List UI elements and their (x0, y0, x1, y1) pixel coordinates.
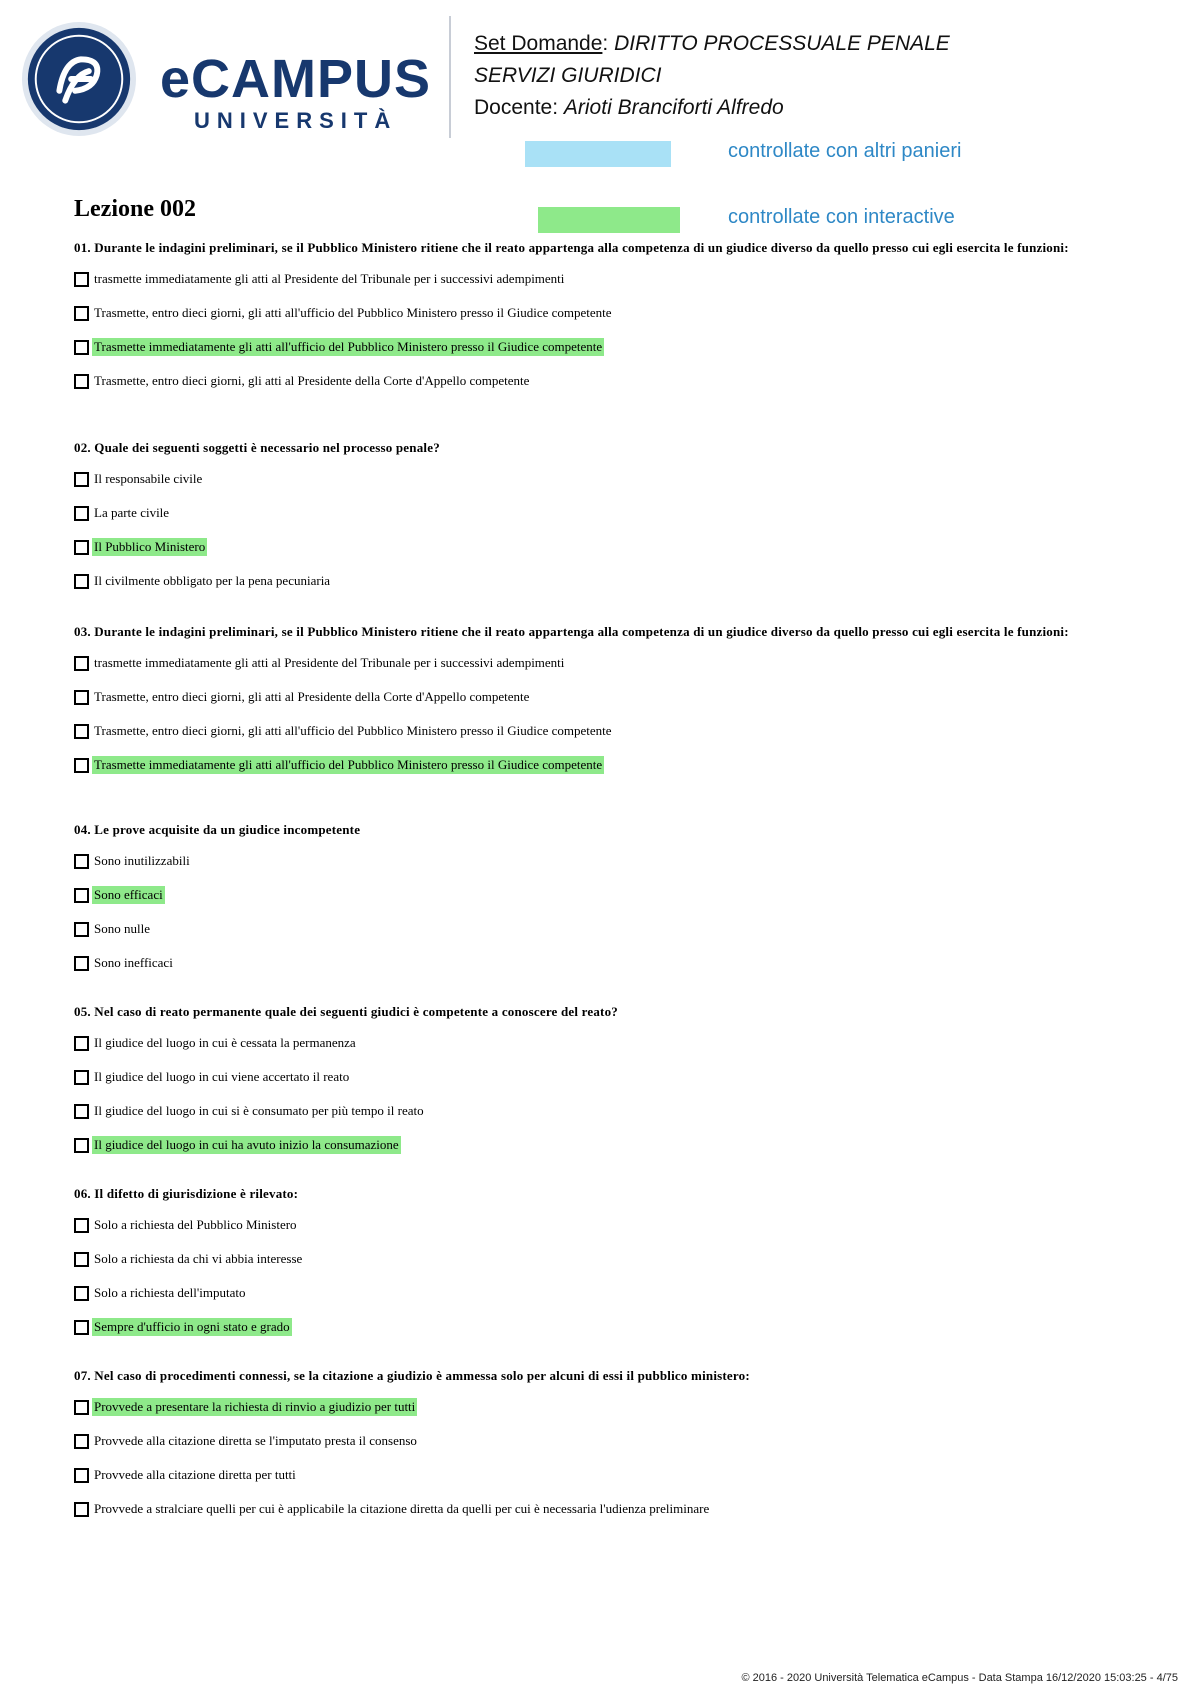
answer-text: Solo a richiesta da chi vi abbia interesse (94, 1251, 303, 1266)
checkbox-icon[interactable] (74, 574, 89, 589)
answer-text: Il giudice del luogo in cui si è consumato per più tempo il reato (94, 1103, 424, 1118)
checkbox-icon[interactable] (74, 1070, 89, 1085)
answer-text: trasmette immediatamente gli atti al Presidente del Tribunale per i successivi adempimenti (94, 655, 565, 670)
ecampus-seal-logo (20, 20, 138, 138)
teacher-value: Arioti Branciforti Alfredo (563, 96, 784, 119)
answer-option[interactable] (74, 1317, 1094, 1337)
question-block (74, 440, 1094, 591)
set-value: DIRITTO PROCESSUALE PENALE (614, 32, 950, 55)
answer-option[interactable] (74, 885, 1094, 905)
answer-option[interactable] (74, 653, 1094, 673)
answer-option[interactable] (74, 919, 1094, 939)
checkbox-icon[interactable] (74, 922, 89, 937)
answer-option[interactable] (74, 537, 1094, 557)
set-line: Set Domande: DIRITTO PROCESSUALE PENALE (474, 32, 950, 55)
checkbox-icon[interactable] (74, 758, 89, 773)
checkbox-icon[interactable] (74, 956, 89, 971)
question-text: 02. Quale dei seguenti soggetti è necessario nel processo penale? (74, 440, 440, 455)
checkbox-icon[interactable] (74, 306, 89, 321)
brand-name: eCAMPUS (160, 49, 432, 109)
ecampus-wordmark (160, 49, 432, 134)
checkbox-icon[interactable] (74, 1286, 89, 1301)
answer-option[interactable] (74, 469, 1094, 489)
checkbox-icon[interactable] (74, 1138, 89, 1153)
checkbox-icon[interactable] (74, 272, 89, 287)
answer-option[interactable] (74, 755, 1094, 775)
answer-option[interactable] (74, 1249, 1094, 1269)
checkbox-icon[interactable] (74, 374, 89, 389)
answer-text: Solo a richiesta del Pubblico Ministero (94, 1217, 297, 1232)
answer-text: Provvede alla citazione diretta se l'imputato presta il consenso (94, 1433, 417, 1448)
question-block (74, 624, 1094, 775)
set-line-2 (474, 60, 950, 92)
checkbox-icon[interactable] (74, 854, 89, 869)
answer-text: La parte civile (94, 505, 170, 520)
legend-label-green: controllate con interactive (728, 206, 955, 228)
document-header (0, 0, 1200, 150)
answer-option[interactable] (74, 1101, 1094, 1121)
answer-option[interactable] (74, 1431, 1094, 1451)
set-label: Set Domande (474, 32, 603, 55)
brand-subtitle: UNIVERSITÀ (194, 108, 398, 133)
answer-option[interactable] (74, 1499, 1094, 1519)
checkbox-icon[interactable] (74, 1468, 89, 1483)
checkbox-icon[interactable] (74, 472, 89, 487)
answer-text: Trasmette immediatamente gli atti all'ufficio del Pubblico Ministero presso il Giudice competente (94, 757, 603, 772)
checkbox-icon[interactable] (74, 506, 89, 521)
answer-option[interactable] (74, 1033, 1094, 1053)
answer-option[interactable] (74, 371, 1094, 391)
answer-option[interactable] (74, 1465, 1094, 1485)
checkbox-icon[interactable] (74, 1252, 89, 1267)
checkbox-icon[interactable] (74, 1320, 89, 1335)
question-block (74, 1004, 1094, 1155)
answer-option[interactable] (74, 1135, 1094, 1155)
checkbox-icon[interactable] (74, 1502, 89, 1517)
checkbox-icon[interactable] (74, 1434, 89, 1449)
answer-text: Il Pubblico Ministero (94, 539, 206, 554)
checkbox-icon[interactable] (74, 1218, 89, 1233)
question-block (74, 1186, 1094, 1337)
answer-option[interactable] (74, 851, 1094, 871)
course-meta (474, 28, 950, 124)
checkbox-icon[interactable] (74, 1104, 89, 1119)
answer-text: Trasmette, entro dieci giorni, gli atti all'ufficio del Pubblico Ministero presso il Giudice competente (94, 305, 612, 320)
legend-label-blue: controllate con altri panieri (728, 140, 962, 162)
question-block (74, 1368, 1094, 1519)
answer-text: Il responsabile civile (94, 471, 203, 486)
answer-option[interactable] (74, 1215, 1094, 1235)
answer-text: Il giudice del luogo in cui è cessata la permanenza (94, 1035, 356, 1050)
answer-text: Sono inutilizzabili (94, 853, 190, 868)
lesson-title: Lezione 002 (74, 196, 196, 222)
answer-text: Provvede alla citazione diretta per tutti (94, 1467, 296, 1482)
answer-option[interactable] (74, 721, 1094, 741)
answer-option[interactable] (74, 337, 1094, 357)
answer-text: Il giudice del luogo in cui viene accertato il reato (94, 1069, 350, 1084)
checkbox-icon[interactable] (74, 656, 89, 671)
teacher-line: Docente: Arioti Branciforti Alfredo (474, 96, 784, 119)
question-text: 06. Il difetto di giurisdizione è rilevato: (74, 1186, 299, 1201)
answer-option[interactable] (74, 1067, 1094, 1087)
header-divider (449, 16, 451, 138)
legend-swatch-green (538, 207, 680, 233)
answer-option[interactable] (74, 1283, 1094, 1303)
answer-text: Trasmette, entro dieci giorni, gli atti al Presidente della Corte d'Appello competente (94, 373, 530, 388)
set-value-2: SERVIZI GIURIDICI (474, 64, 662, 87)
answer-text: Sono efficaci (94, 887, 163, 902)
answer-option[interactable] (74, 687, 1094, 707)
answer-option[interactable] (74, 1397, 1094, 1417)
answer-option[interactable] (74, 269, 1094, 289)
answer-option[interactable] (74, 571, 1094, 591)
answer-text: Sono nulle (94, 921, 150, 936)
answer-text: Il giudice del luogo in cui ha avuto inizio la consumazione (94, 1137, 399, 1152)
question-block (74, 822, 1094, 973)
answer-text: Trasmette, entro dieci giorni, gli atti all'ufficio del Pubblico Ministero presso il Giudice competente (94, 723, 612, 738)
answer-text: Provvede a stralciare quelli per cui è applicabile la citazione diretta da quelli per cui è necessaria l'udienza preliminare (94, 1501, 710, 1516)
answer-text: Solo a richiesta dell'imputato (94, 1285, 246, 1300)
checkbox-icon[interactable] (74, 540, 89, 555)
question-text: 07. Nel caso di procedimenti connessi, se la citazione a giudizio è ammessa solo per alcuni di essi il pubblico ministero: (74, 1368, 750, 1383)
answer-text: Sempre d'ufficio in ogni stato e grado (94, 1319, 290, 1334)
question-text: 01. Durante le indagini preliminari, se il Pubblico Ministero ritiene che il reato appartenga alla competenza di un giudice diverso da quello presso cui egli esercita le funzioni: (74, 240, 1069, 255)
answer-text: trasmette immediatamente gli atti al Presidente del Tribunale per i successivi adempimenti (94, 271, 565, 286)
checkbox-icon[interactable] (74, 690, 89, 705)
answer-text: Trasmette immediatamente gli atti all'ufficio del Pubblico Ministero presso il Giudice competente (94, 339, 603, 354)
checkbox-icon[interactable] (74, 340, 89, 355)
checkbox-icon[interactable] (74, 888, 89, 903)
checkbox-icon[interactable] (74, 1400, 89, 1415)
question-text: 05. Nel caso di reato permanente quale dei seguenti giudici è competente a conoscere del reato? (74, 1004, 618, 1019)
checkbox-icon[interactable] (74, 1036, 89, 1051)
answer-text: Sono inefficaci (94, 955, 173, 970)
answer-text: Provvede a presentare la richiesta di rinvio a giudizio per tutti (94, 1399, 416, 1414)
answer-option[interactable] (74, 953, 1094, 973)
question-text: 04. Le prove acquisite da un giudice incompetente (74, 822, 361, 837)
checkbox-icon[interactable] (74, 724, 89, 739)
answer-text: Trasmette, entro dieci giorni, gli atti al Presidente della Corte d'Appello competente (94, 689, 530, 704)
teacher-label: Docente (474, 96, 553, 119)
answer-option[interactable] (74, 303, 1094, 323)
answer-option[interactable] (74, 503, 1094, 523)
question-text: 03. Durante le indagini preliminari, se il Pubblico Ministero ritiene che il reato appartenga alla competenza di un giudice diverso da quello presso cui egli esercita le funzioni: (74, 624, 1069, 639)
page-footer: © 2016 - 2020 Università Telematica eCampus - Data Stampa 16/12/2020 15:03:25 - 4/75 (741, 1672, 1178, 1684)
question-block (74, 240, 1094, 391)
answer-text: Il civilmente obbligato per la pena pecuniaria (94, 573, 331, 588)
legend-swatch-blue (525, 141, 671, 167)
